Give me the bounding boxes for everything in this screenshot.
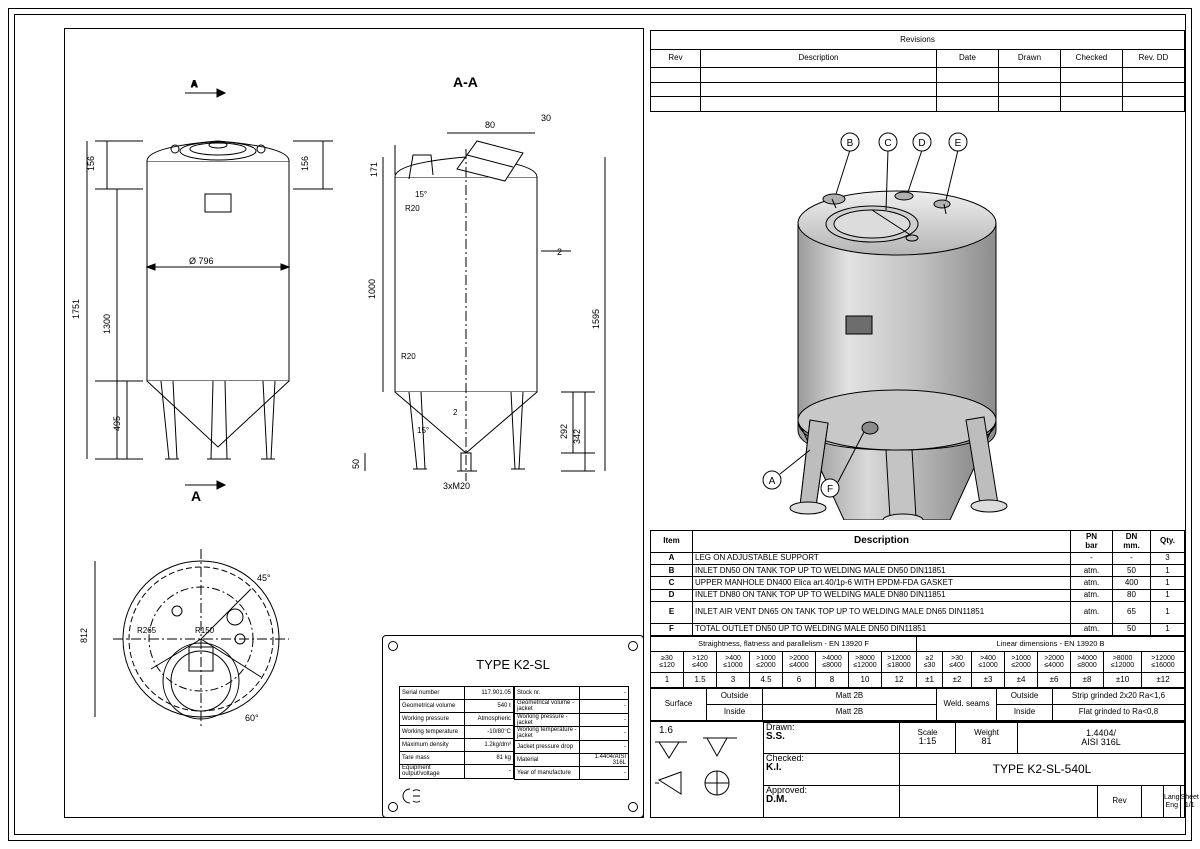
- dim-812: 812: [79, 627, 89, 643]
- sheet-label: Sheet: [1180, 794, 1199, 802]
- item-dn: 50: [1113, 623, 1151, 635]
- plate-value: 81 kg: [465, 752, 514, 765]
- plate-value: -: [465, 765, 514, 779]
- plate-label: Serial number: [400, 687, 465, 700]
- tol-range: >120 ≤400: [684, 651, 717, 672]
- dim-diameter: Ø 796: [189, 256, 214, 266]
- dim-R150: R150: [195, 626, 215, 635]
- tolerances-table: [650, 636, 1185, 688]
- item-qty: 1: [1151, 623, 1185, 635]
- plate-value: -: [580, 740, 629, 753]
- drawing-title: TYPE K2-SL-540L: [900, 754, 1185, 786]
- cell: [998, 82, 1060, 97]
- item-description: INLET AIR VENT DN65 ON TANK TOP UP TO WELDING MALE DN65 DIN11851: [693, 601, 1071, 623]
- dim-15deg-bottom: 15°: [417, 426, 430, 435]
- dim-156-right: 156: [300, 155, 310, 171]
- weight-value: 81: [981, 736, 992, 747]
- ce-mark-icon: [401, 787, 423, 805]
- items-header-pn-2: bar: [1085, 540, 1098, 550]
- item-dn: 400: [1113, 577, 1151, 589]
- rev-col-date: Date: [936, 50, 998, 68]
- item-letter: F: [651, 623, 693, 635]
- dim-1000: 1000: [367, 278, 377, 299]
- cell: [1060, 82, 1122, 97]
- tol-value: 1.5: [684, 673, 717, 688]
- titleblock-blank: [900, 786, 1098, 818]
- tol-value: ±6: [1038, 673, 1071, 688]
- plate-value: -: [580, 767, 629, 780]
- item-qty: 1: [1151, 601, 1185, 623]
- tol-value: ±10: [1104, 673, 1142, 688]
- cell: [701, 97, 937, 112]
- tol-range: >2000 ≤4000: [783, 651, 816, 672]
- plate-value: -10/80°C: [465, 726, 514, 739]
- tol-range: >8000 ≤12000: [849, 651, 882, 672]
- surface-outside-value: Matt 2B: [763, 689, 937, 705]
- plate-label: Tare mass: [400, 752, 465, 765]
- tolerance-right-title: Linear dimensions - EN 13920 B: [917, 637, 1185, 652]
- sheet-value: 1/1: [1184, 801, 1195, 809]
- roughness-symbols: [651, 722, 764, 817]
- material-line1: 1.4404/: [1085, 727, 1117, 738]
- dim-292: 292: [559, 423, 569, 439]
- nameplate: [382, 635, 644, 818]
- balloon-F: F: [826, 484, 834, 495]
- tol-value: 1: [651, 673, 684, 688]
- scale-value: 1:15: [918, 736, 937, 747]
- plate-label: Material: [515, 753, 580, 767]
- weld-seams-label: Weld. seams: [937, 689, 997, 721]
- revisions-title: Revisions: [651, 31, 1185, 50]
- checked-label: Checked:: [766, 753, 805, 763]
- dim-15deg-top: 15°: [415, 190, 428, 199]
- items-header-item: Item: [651, 531, 693, 553]
- tol-range: >1000 ≤2000: [1005, 651, 1038, 672]
- balloon-A: A: [768, 476, 776, 487]
- cell: [998, 68, 1060, 83]
- dim-45deg: 45°: [257, 573, 271, 583]
- tol-range: >12000 ≤18000: [882, 651, 917, 672]
- tol-range: >4000 ≤8000: [816, 651, 849, 672]
- drawn-label: Drawn:: [766, 722, 795, 732]
- item-description: TOTAL OUTLET DN50 UP TO WELDING MALE DN50 DIN11851: [693, 623, 1071, 635]
- item-pn: atm.: [1071, 601, 1113, 623]
- lang-label: Lang: [1164, 794, 1180, 802]
- cell: [936, 97, 998, 112]
- tolerance-left-title: Straightness, flatness and parallelism - EN 13920 F: [651, 637, 917, 652]
- balloon-D: D: [918, 138, 926, 149]
- item-letter: A: [651, 553, 693, 565]
- plate-label: Working pressure - jacket: [515, 713, 580, 727]
- balloon-E: E: [954, 138, 962, 149]
- roughness-value: 1.6: [659, 725, 673, 736]
- item-letter: D: [651, 589, 693, 601]
- item-description: LEG ON ADJUSTABLE SUPPORT: [693, 553, 1071, 565]
- rev-col-drawn: Drawn: [998, 50, 1060, 68]
- item-pn: atm.: [1071, 577, 1113, 589]
- section-title: A-A: [453, 74, 478, 90]
- item-dn: 50: [1113, 565, 1151, 577]
- plate-value: 1.4404/AISI 316L: [580, 753, 629, 767]
- tol-value: ±1: [917, 673, 943, 688]
- surface-label: Surface: [651, 689, 707, 721]
- approved-value: D.M.: [766, 794, 788, 806]
- dim-1300: 1300: [102, 313, 112, 334]
- tol-range: >30 ≤400: [943, 651, 972, 672]
- section-arrow-label-bottom: A: [191, 488, 202, 504]
- tol-range: >8000 ≤12000: [1104, 651, 1142, 672]
- plate-label: Working temperature: [400, 726, 465, 739]
- tol-value: ±3: [972, 673, 1005, 688]
- surface-table: [650, 688, 1185, 721]
- tol-value: 3: [717, 673, 750, 688]
- cell: [936, 68, 998, 83]
- tol-value: 8: [816, 673, 849, 688]
- weld-inside-label: Inside: [997, 705, 1053, 721]
- item-dn: -: [1113, 553, 1151, 565]
- tol-value: 12: [882, 673, 917, 688]
- plate-label: Maximum density: [400, 739, 465, 752]
- cell: [1122, 68, 1184, 83]
- nameplate-hole: [628, 641, 638, 651]
- dim-30: 30: [541, 113, 552, 123]
- nameplate-title: TYPE K2-SL: [476, 657, 550, 672]
- plate-value: -: [580, 727, 629, 741]
- item-description: UPPER MANHOLE DN400 Elica art.40/1p-6 WITH EPDM-FDA GASKET: [693, 577, 1071, 589]
- plate-label: Working temperature - jacket: [515, 727, 580, 741]
- dim-156-left: 156: [86, 155, 96, 171]
- dim-R20-bottom: R20: [401, 352, 416, 361]
- weld-inside-value: Flat grinded to Ra<0,8: [1053, 705, 1185, 721]
- dim-1751: 1751: [71, 298, 81, 319]
- cell: [936, 82, 998, 97]
- item-qty: 1: [1151, 589, 1185, 601]
- tol-range: >12000 ≤16000: [1142, 651, 1185, 672]
- plate-value: 1.2kg/dm³: [465, 739, 514, 752]
- tol-value: 10: [849, 673, 882, 688]
- weld-outside-label: Outside: [997, 689, 1053, 705]
- item-letter: C: [651, 577, 693, 589]
- dim-3xM20: 3xM20: [443, 481, 471, 491]
- nameplate-hole: [628, 802, 638, 812]
- item-pn: atm.: [1071, 589, 1113, 601]
- tol-range: >4000 ≤8000: [1071, 651, 1104, 672]
- tol-value: 6: [783, 673, 816, 688]
- cell: [1060, 68, 1122, 83]
- table-row: [651, 97, 701, 112]
- plate-value: -: [580, 687, 629, 700]
- checked-value: K.I.: [766, 762, 782, 774]
- dim-495: 495: [112, 415, 122, 431]
- scale-label: Scale: [917, 728, 938, 738]
- plate-label: Stock nr.: [515, 687, 580, 700]
- rev-col-checked: Checked: [1060, 50, 1122, 68]
- items-table: [650, 530, 1185, 636]
- plate-label: Geometrical volume - jacket: [515, 700, 580, 714]
- plate-label: Working pressure: [400, 713, 465, 726]
- tol-range: ≥2 ≤30: [917, 651, 943, 672]
- rev-col-rev: Rev: [651, 50, 701, 68]
- tol-value: ±8: [1071, 673, 1104, 688]
- dim-R20-top: R20: [405, 204, 420, 213]
- cell: [1060, 97, 1122, 112]
- rev-value: [1142, 786, 1164, 818]
- lang-value: Eng: [1165, 801, 1179, 809]
- item-qty: 1: [1151, 565, 1185, 577]
- title-block: [650, 721, 1199, 818]
- dim-60deg: 60°: [245, 713, 259, 723]
- tol-range: >400 ≤1000: [972, 651, 1005, 672]
- plate-label: Equipment output/voltage: [400, 765, 465, 779]
- item-letter: E: [651, 601, 693, 623]
- dim-171: 171: [369, 161, 379, 177]
- item-letter: B: [651, 565, 693, 577]
- table-row: [651, 68, 701, 83]
- item-description: INLET DN80 ON TANK TOP UP TO WELDING MALE DN80 DIN11851: [693, 589, 1071, 601]
- plate-label: Jacket pressure drop: [515, 740, 580, 753]
- surface-inside-label: Inside: [707, 705, 763, 721]
- tol-value: 4.5: [750, 673, 783, 688]
- table-row: [651, 82, 701, 97]
- plate-label: Year of manufacture: [515, 767, 580, 780]
- cell: [701, 68, 937, 83]
- rev-col-description: Description: [701, 50, 937, 68]
- tol-range: >2000 ≤4000: [1038, 651, 1071, 672]
- tol-value: ±12: [1142, 673, 1185, 688]
- item-dn: 80: [1113, 589, 1151, 601]
- item-dn: 65: [1113, 601, 1151, 623]
- plate-value: -: [580, 713, 629, 727]
- dim-80: 80: [485, 120, 496, 130]
- rev-col-revdd: Rev. DD: [1122, 50, 1184, 68]
- nameplate-hole: [388, 641, 398, 651]
- svg-text:A: A: [191, 79, 198, 89]
- view-arrow-top: [185, 89, 225, 97]
- approved-label: Approved:: [766, 785, 808, 795]
- items-header-pn-1: PN: [1085, 532, 1098, 542]
- cell: [1122, 82, 1184, 97]
- rev-label: Rev: [1098, 786, 1142, 818]
- dim-342: 342: [572, 428, 582, 444]
- isometric-view: [650, 120, 1185, 520]
- items-header-qty: Qty.: [1151, 531, 1185, 553]
- drawn-value: S.S.: [766, 731, 785, 743]
- plate-value: 540 ℓ: [465, 700, 514, 713]
- surface-inside-value: Matt 2B: [763, 705, 937, 721]
- tol-range: >400 ≤1000: [717, 651, 750, 672]
- cell: [1122, 97, 1184, 112]
- item-pn: atm.: [1071, 623, 1113, 635]
- tol-range: ≥30 ≤120: [651, 651, 684, 672]
- items-header-dn-2: mm.: [1123, 540, 1140, 550]
- plate-value: 117.901.05: [465, 687, 514, 700]
- dim-50: 50: [351, 458, 361, 469]
- weld-outside-value: Strip grinded 2x20 Ra<1,6: [1053, 689, 1185, 705]
- plate-value: Atmospheric: [465, 713, 514, 726]
- items-header-dn-1: DN: [1125, 532, 1138, 542]
- item-pn: -: [1071, 553, 1113, 565]
- item-description: INLET DN50 ON TANK TOP UP TO WELDING MALE DN50 DIN11851: [693, 565, 1071, 577]
- dim-R265: R265: [137, 626, 157, 635]
- plate-value: -: [580, 700, 629, 714]
- weight-label: Weight: [974, 728, 999, 738]
- balloon-B: B: [846, 138, 854, 149]
- revisions-table: [650, 30, 1185, 112]
- item-pn: atm.: [1071, 565, 1113, 577]
- tol-value: ±2: [943, 673, 972, 688]
- item-qty: 3: [1151, 553, 1185, 565]
- tol-value: ±4: [1005, 673, 1038, 688]
- tol-range: >1000 ≤2000: [750, 651, 783, 672]
- item-qty: 1: [1151, 577, 1185, 589]
- balloon-C: C: [884, 138, 892, 149]
- plate-label: Geometrical volume: [400, 700, 465, 713]
- items-header-description: Description: [693, 531, 1071, 553]
- cell: [701, 82, 937, 97]
- surface-outside-label: Outside: [707, 689, 763, 705]
- dim-1595: 1595: [591, 308, 601, 329]
- dim-2-right: 2: [557, 247, 563, 257]
- dim-2-bottom: 2: [453, 408, 458, 417]
- cell: [998, 97, 1060, 112]
- nameplate-hole: [388, 802, 398, 812]
- material-line2: AISI 316L: [1081, 737, 1121, 747]
